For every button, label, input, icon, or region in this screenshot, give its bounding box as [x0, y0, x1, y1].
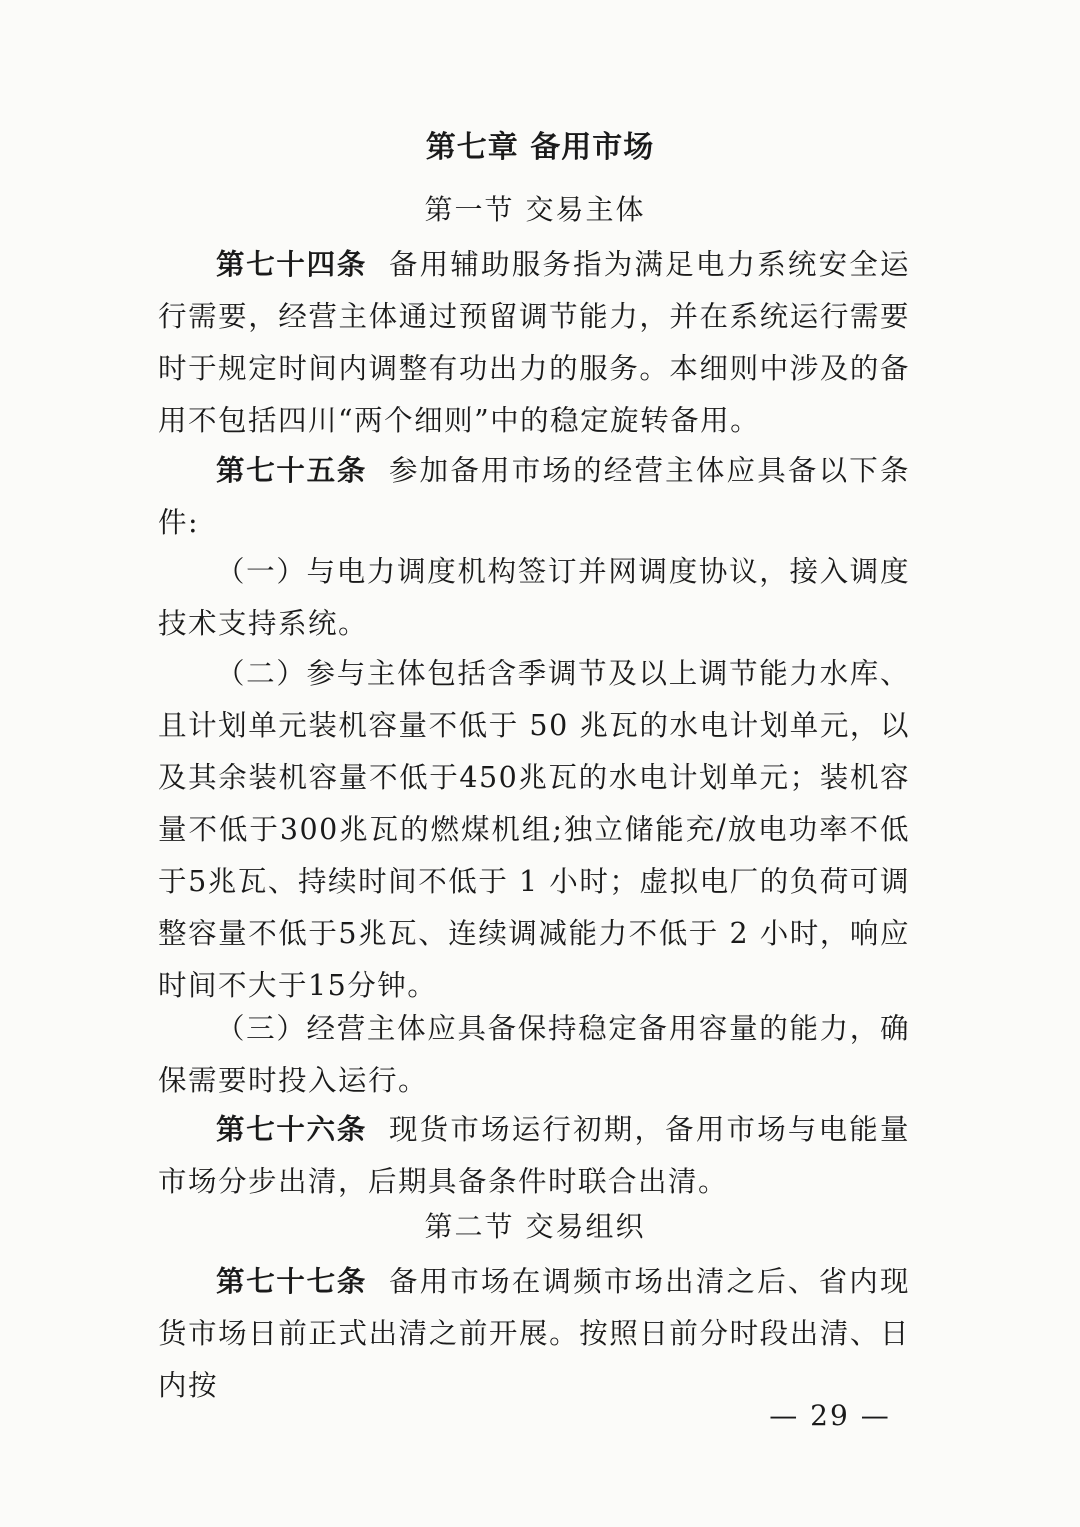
- clause-text: （三）经营主体应具备保持稳定备用容量的能力，确保需要时投入运行。: [158, 1012, 910, 1097]
- chapter-title: 第七章 备用市场: [425, 130, 655, 165]
- section-title-2: 第二节 交易组织: [424, 1210, 646, 1243]
- article-label: 第七十五条: [216, 454, 367, 487]
- clause-text: （二）参与主体包括含季调节及以上调节能力水库、且计划单元装机容量不低于 50 兆瓦的水电计划单元，以及其余装机容量不低于450兆瓦的水电计划单元；装机容量不低于300兆瓦的燃煤机组;独立储能充/放电功率不低于5兆瓦、持续时间不低于 1 小时；虚拟电厂的负荷可调整容量不低于5兆瓦、连续调减能力不低于 2 小时，响应时间不大于15分钟。: [158, 657, 910, 1002]
- article-text: 备用市场在调频市场出清之后、省内现货市场日前正式出清之前开展。按照日前分时段出清、日内按: [158, 1265, 910, 1402]
- article-label: 第七十四条: [216, 248, 367, 281]
- article-75: [158, 445, 910, 549]
- article-text: 参加备用市场的经营主体应具备以下条件:: [158, 454, 910, 539]
- clause-2: [158, 648, 910, 1012]
- article-text: 备用辅助服务指为满足电力系统安全运行需要，经营主体通过预留调节能力，并在系统运行需要时于规定时间内调整有功出力的服务。本细则中涉及的备用不包括四川“两个细则”中的稳定旋转备用。: [158, 248, 910, 437]
- article-label: 第七十七条: [216, 1265, 367, 1298]
- article-text: 现货市场运行初期，备用市场与电能量市场分步出清，后期具备条件时联合出清。: [158, 1113, 910, 1198]
- section-title-1: 第一节 交易主体: [424, 193, 646, 226]
- article-76: [158, 1104, 910, 1208]
- clause-3: [158, 1003, 910, 1107]
- clause-text: （一）与电力调度机构签订并网调度协议，接入调度技术支持系统。: [158, 555, 910, 640]
- article-77: [158, 1256, 910, 1412]
- article-label: 第七十六条: [216, 1113, 367, 1146]
- clause-1: [158, 546, 910, 650]
- article-74: [158, 239, 910, 447]
- page-number: — 29 —: [769, 1399, 891, 1432]
